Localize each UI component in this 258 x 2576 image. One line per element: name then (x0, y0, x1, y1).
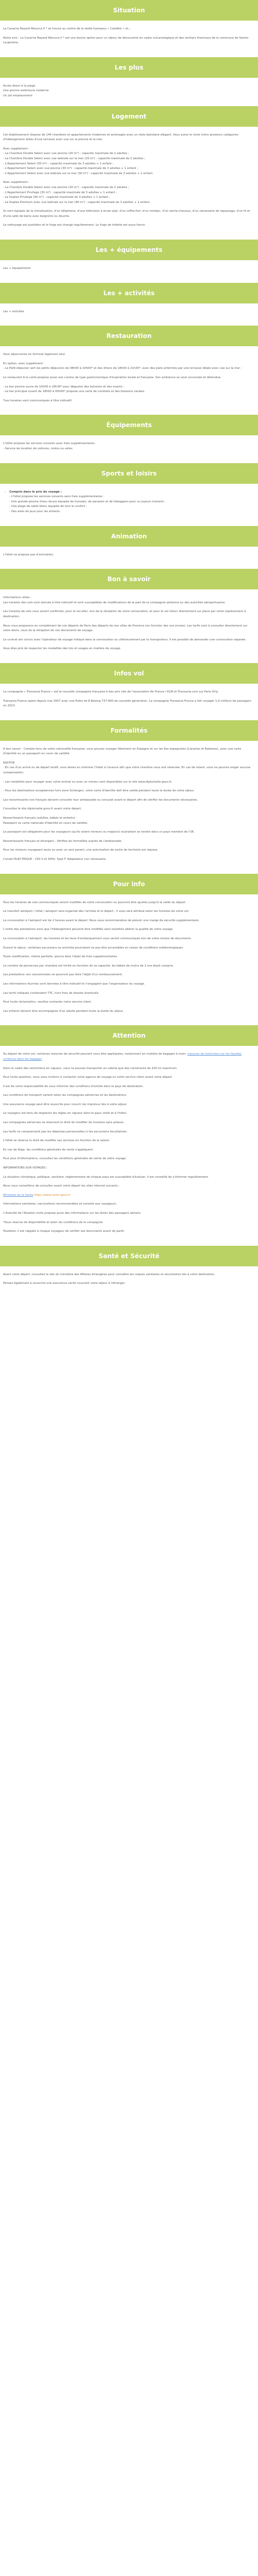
formalites-para: Ressortissants français (adultes, bébés et enfants) : (3, 817, 77, 820)
sports-lead: • Compris dans le prix du voyage : - L'hôtel propose les services suivants sans frais supplémentaires : - Une grande piscine d'eau douce équipée de transats, de parasols et de toboggans pour un joyeux moment ; - Une plage de sable blanc équipée de tout le confort ; - Des aires de jeux pour les enfants. (9, 490, 255, 515)
formalites-body (0, 741, 258, 874)
plus-item: Une piscine extérieure moderne (3, 89, 49, 93)
pourinfo-para: Durant le séjour, certaines excursions ou activités pourraient ne pas être accessibles en raison de conditions météorologiques. (3, 946, 184, 950)
pourinfo-para: L'ordre des prestations ainsi que l'hébergement peuvent être modifiés sans toutefois altérer la qualité de votre voyage. (3, 928, 174, 931)
attention-ministere (3, 1193, 255, 1198)
formalites-para: Passeport ou carte nationale d'identité en cours de validité. (3, 821, 88, 825)
logement-list-item: - Le Duplex Privilege (40 m²) : capacité maximale de 3 adultes + 1 enfant ; (3, 196, 110, 199)
section-title-sante: Santé et Sécurité (0, 1246, 258, 1266)
formalites-para: Pour les mineurs voyageant seuls ou avec un seul parent, une autorisation de sortie de territoire est requise. (3, 849, 158, 852)
restauration-para: En option, avec supplément : (3, 362, 45, 365)
sante-para: Pensez également à souscrire une assurance santé couvrant votre séjour à l'étranger. (3, 1282, 125, 1285)
pourinfo-para: La convocation à l'aéroport est de 2 heures avant le départ. Nous vous recommandons de prévoir une marge de sécurité supplémentaire. (3, 919, 200, 922)
restauration-para: - Le Petit-déjeuner sert les petits déjeuners de 08h00 à 10h00* et des diners de 18h00 à 21h30*, avec des plats enfermés par une terrasse idéale avec vue sur la mer ; (3, 367, 242, 370)
situation-para: Notre avis : La Caverne Bayard Résurca II * est une bonne option pour un séjour de découverte du cadre vulcanologique et des sentiers thermaux de la commune de Sainte-Loupmène. (3, 36, 249, 45)
restauration-note: *Les horaires sont communiqués à titre indicatif. (3, 399, 72, 402)
situation-body (0, 21, 258, 57)
attention-para: Les conditions de transport varient selon les compagnies aériennes et les destinations. (3, 1094, 127, 1097)
logement-equip: Ils sont équipés de la climatisation, d'un téléphone, d'une télévision à écran plat, d'un coffre-fort, d'un minibar, d'un sèche-cheveux, d'un nécessaire de repassage, d'un lit et d'une salle de bains avec baignoire ou douche. (3, 210, 250, 218)
section-title-situation: Situation (0, 0, 258, 21)
bonasavoir-para: Le contrat est conclu avec l'opérateur de voyage indiqué dans la convocation ou ultérieurement par le transporteur. Il est possible de demander une convocation séparée. (3, 638, 247, 641)
section-title-equipements-2: Équipements (0, 415, 258, 435)
pourinfo-para: Tous les horaires de vols communiqués seront modifiés de votre convocation ou pourront être ajustés jusqu'à la veille du départ. (3, 901, 187, 904)
formalites-para: A bon savoir - Compte tenu de votre nationalité française, vous pouvez voyager librement en Espagne et sur les îles espagnoles (Canaries et Baléares), avec une carte d'identité ou un passeport en cours de validité. (3, 747, 241, 756)
restauration-para: - Le bar principal ouvert de 18h00 à 00h00* propose une carte de cocktails et des boissons variées. (3, 390, 146, 394)
logement-label: Avec supplément : (3, 181, 30, 184)
section-title-bonasavoir: Bon à savoir (0, 569, 258, 589)
infosvol-para: Transavia France opère depuis mai 2007 avec une flotte de 8 Boeing 737-800 de nouvelle génération. La compagnie Transavia France a fait voyager 1,6 millions de passagers en 2013. (3, 699, 252, 708)
activites-text: Les + activités (3, 310, 24, 313)
logement-note: Le nettoyage est quotidien et le linge est changé régulièrement. Le linge de toilette est aussi fourni. (3, 224, 146, 227)
logement-list-item: - L'Appartement Privilege (30 m²) : capacité maximale de 3 adultes + 1 enfant ; (3, 191, 117, 194)
attention-para: L'Autorité de l'Aviation civile propose aussi des informations sur les droits des passagers aériens. (3, 1212, 141, 1215)
attention-para: Pour plus d'informations, consultez les conditions générales de vente de votre voyage. (3, 1157, 127, 1161)
sports-item: - L'hôtel propose les services suivants sans frais supplémentaires : (9, 495, 104, 499)
restauration-body (0, 346, 258, 415)
section-title-formalites: Formalités (0, 720, 258, 741)
sante-para: Avant votre départ, consultez le site du ministère des Affaires étrangères pour connaître les risques sanitaires et sécuritaires liés à votre destination. (3, 1273, 215, 1276)
equipements-text: Les + équipements (3, 267, 31, 270)
attention-infos-head: INFORMATIONS SUR VOYAGES : (3, 1166, 48, 1170)
formalites-para: Le passeport est obligatoire pour les voyageurs (qu'ils soient mineurs ou majeurs) souhaitant se rendre dans un pays membre de l'UE. (3, 831, 195, 834)
restauration-intro: Vous séjournerez en formule logement seul. (3, 353, 66, 357)
section-title-animation: Animation (0, 526, 258, 547)
section-title-attention: Attention (0, 1025, 258, 1046)
logement-list-item: - L'Appartement Select avec vue piscine (30 m²) : capacité maximale de 3 adultes + 1 enfant ; (3, 167, 138, 171)
logement-list-item: - L'Appartement Select avec vue latérale sur la mer (30 m²) : capacité maximale de 3 adultes + 1 enfant. (3, 172, 154, 175)
attention-para: Toutefois, il est rappelé à chaque voyageur de vérifier ses documents avant de partir. (3, 1230, 125, 1233)
logement-list-item: - L'Appartement Select (30 m²) : capacité maximale de 3 adultes + 1 enfant ; (3, 162, 114, 165)
logement-body (0, 127, 258, 240)
formalites-para: Les ressortissants non français doivent consulter leur ambassade ou consulat avant le départ afin de vérifier les documents nécessaires. (3, 798, 198, 802)
plus-item: Accès direct à la plage (3, 84, 36, 88)
formalites-para: - Pour les destinations européennes hors zone Schengen, votre carte d'identité doit être valide pendant toute la durée de votre séjour. (3, 789, 195, 793)
bonasavoir-para: Informations utiles : (3, 596, 31, 600)
pourinfo-para: Toute modification, même partielle, pourra faire l'objet de frais supplémentaires. (3, 955, 118, 959)
attention-para: Nous vous conseillons de consulter avant votre départ les sites internet suivants : (3, 1184, 120, 1188)
equipements2-body (0, 435, 258, 463)
restauration-para: Le restaurant A la carte propose aussi une cuisine de type gastronomique d'inspiration locale et française. Son ambiance se veut conviviale et détendue. (3, 376, 221, 380)
bonasavoir-para: Les horaires des vols sont donnés à titre indicatif et sont susceptibles de modifications de la part de la compagnie aérienne ou des autorités aéroportuaires. (3, 601, 226, 604)
infosvol-para: La compagnie « Transavia France » est la nouvelle compagnie française à bas prix née de l'association Air France / KLM et Transavia.com sur Paris Orly. (3, 690, 219, 693)
attention-para: Il est de votre responsabilité de vous informer des conditions d'entrée dans le pays de destination. (3, 1084, 144, 1088)
attention-para: Les compagnies aériennes se réservent le droit de modifier les horaires sans préavis. (3, 1121, 125, 1125)
section-title-pourinfo: Pour info (0, 874, 258, 894)
attention-para: *Sous réserve de disponibilité et selon les conditions de la compagnie. (3, 1221, 104, 1224)
attention-para: Dans le cadre des restrictions en vigueur, vous ne pouvez transporter en cabine que des contenants de 100 ml maximum. (3, 1066, 178, 1070)
formalites-para: - Les modalités pour voyager avec votre animal ou avec un mineur sont disponibles sur le site www.diplomatie.gouv.fr. (3, 780, 172, 784)
attention-para: Pour toute question, nous vous invitons à contacter votre agence de voyage ou notre service client avant votre départ. (3, 1076, 173, 1079)
sports-list (3, 490, 255, 515)
sports-body (0, 484, 258, 526)
pourinfo-para: Les informations fournies sont données à titre indicatif et n'engagent que l'organisateur du voyage. (3, 982, 145, 986)
logement-label: Avec supplément : (3, 147, 30, 150)
animation-text: L'hôtel ne propose pas d'animation. (3, 553, 54, 556)
infosvol-body (0, 684, 258, 720)
situation-para: La Caverne Bayard Résurca II * se trouve au centre de la réelle hameaux « Catalbin » et... (3, 27, 131, 30)
pourinfo-para: Le transfert aéroport / hôtel / aéroport sera organisé dès l'arrivée et le départ ; il vous sera attribué selon les horaires de votre vol. (3, 910, 189, 913)
equipements-body (0, 260, 258, 283)
plus-item: Un joli emplacement (3, 94, 33, 97)
attention-para: Au départ de votre vol, certaines mesures de sécurité peuvent vous être appliquées, notamment en matière de bagages à main. mesures de restriction sur les liquides contenus dans les bagages (3, 1053, 241, 1061)
equipements2-para: - Service de location de voitures, motos ou vélos. (3, 447, 73, 450)
section-title-logement: Logement (0, 106, 258, 127)
bonasavoir-para: Nous vous proposons en complément de nos départs de Paris des départs de nos villes de Province (en fonction des vos envies). Les tarifs sont à consulter directement sur votre devis, ceux de la réception de vos documents de voyage. (3, 624, 248, 633)
pourinfo-para: La convocation à l'aéroport, les horaires et les lieux d'embarquement vous seront communiqués lors de votre remise de documents. (3, 937, 192, 940)
pourinfo-body (0, 894, 258, 1026)
formalites-para: - En cas d'un arrivé ou de départ tardif, vous devez en informer l'hôtel à l'avance afin que votre chambre vous soit réservée. En cas de retard, vous ne pourrez exiger aucune compensation. (3, 766, 251, 775)
sports-item: - Des aires de jeux pour les enfants. (9, 510, 61, 513)
pourinfo-para: Les prestations non consommées ne pourront pas faire l'objet d'un remboursement. (3, 973, 123, 977)
logement-intro: Cet établissement dispose de 144 chambres et appartements modernes et aménagés avec un style balnéaire élégant. Vous aurez le choix entre plusieurs catégories d'hébergement dotés d'une terrasse avec vue sur la piscine et la mer. (3, 133, 238, 142)
pourinfo-para: Les enfants doivent être accompagnés d'un adulte pendant toute la durée du séjour. (3, 1009, 124, 1013)
animation-body (0, 547, 258, 569)
sports-item: - Une plage de sable blanc équipée de tout le confort ; (9, 505, 87, 509)
pourinfo-para: Les tarifs indiqués s'entendent TTC, hors frais de dossier éventuels. (3, 991, 100, 995)
section-title-restauration: Restauration (0, 326, 258, 346)
equipements2-para: L'hôtel propose les services suivants avec frais supplémentaires : (3, 442, 96, 446)
logement-list-item: - La Chambre Double Select avec vue piscine (20 m²) : capacité maximale de 2 adultes ; (3, 152, 130, 156)
section-title-plus: Les plus (0, 57, 258, 78)
section-title-activites: Les + activités (0, 283, 258, 303)
bonasavoir-para: Vous êtes prié de respecter les modalités des lois et usages en matière de voyage. (3, 647, 121, 651)
formalites-para: Ressortissants français et étrangers : Vérifiez les formalités auprès de l'ambassade. (3, 839, 122, 843)
ministere-link[interactable]: Ministère de la Santé (3, 1193, 34, 1197)
attention-para: Informations sanitaires, vaccinations recommandées et conseils aux voyageurs. (3, 1202, 117, 1206)
attention-para: Une assurance voyage peut être souscrite pour couvrir les imprévus liés à votre séjour. (3, 1103, 127, 1106)
attention-body (0, 1046, 258, 1245)
section-title-infosvol: Infos vol (0, 663, 258, 684)
logement-list-item: - La Chambre Double Select avec vue latérale sur la mer (20 m²) : capacité maximale de 2 adultes ; (3, 157, 146, 160)
attention-para: L'hôtel se réserve le droit de modifier ses services en fonction de la saison. (3, 1139, 110, 1143)
bonasavoir-para: Les horaires de vols vous seront confirmés, pour le vol aller, lors de la réception de votre convocation, et pour le vol retour directement sur place par notre représentant à destination. (3, 610, 246, 618)
sante-body (0, 1266, 258, 1298)
section-title-equipements: Les + équipements (0, 240, 258, 260)
attention-para: Les tarifs ne comprennent pas les dépenses personnelles ni les excursions facultatives. (3, 1130, 128, 1133)
formalites-para: Consultez le site diplomatie.gouv.fr avant votre départ. (3, 807, 82, 811)
section-title-sports: Sports et loisirs (0, 463, 258, 484)
bonasavoir-body (0, 589, 258, 663)
attention-para: Le voyageur est tenu de respecter les règles en vigueur dans le pays visité et à l'hôtel. (3, 1112, 127, 1115)
pourinfo-para: Le nombre de personnes par chambre est limité en fonction de sa capacité, les bébés de moins de 2 ans étant compris. (3, 964, 174, 968)
logement-list-item: - Le Duplex Premium avec vue latérale sur la mer (40 m²) : capacité maximale de 3 adultes + 1 enfant. (3, 200, 151, 204)
attention-para: La situation climatique, politique, sanitaire, réglementaire de chaque pays est susceptible d'évoluer, il est conseillé de s'informer régulièrement. (3, 1175, 209, 1179)
formalites-para: Conseil ÉLECTRIQUE : 230 V et 50Hz. Type F. Adaptateur non nécessaire. (3, 858, 107, 861)
restauration-para: - Le bar piscine ouvre de 10h00 à 18h30* pour déguster des boissons et des snacks ; (3, 385, 124, 388)
pourinfo-para: Pour toute réclamation, veuillez contacter notre service client. (3, 1001, 92, 1004)
ministere-url[interactable]: https://www.sante.gouv.fr (34, 1193, 71, 1197)
sports-item: - Une grande piscine d'eau douce équipée de transats, de parasols et de toboggans pour un joyeux moment ; (9, 500, 166, 503)
plus-body (0, 78, 258, 106)
logement-list-item: - La Chambre Double Select avec vue piscine (20 m²) : capacité maximale de 2 adultes ; (3, 185, 130, 189)
liquids-restriction-link[interactable]: mesures de restriction sur les liquides contenus dans les bagages (3, 1053, 241, 1061)
attention-para: En cas de litige, les conditions générales de vente s'appliquent. (3, 1148, 94, 1151)
formalites-para: KASTOR (3, 761, 15, 765)
activites-body (0, 303, 258, 326)
